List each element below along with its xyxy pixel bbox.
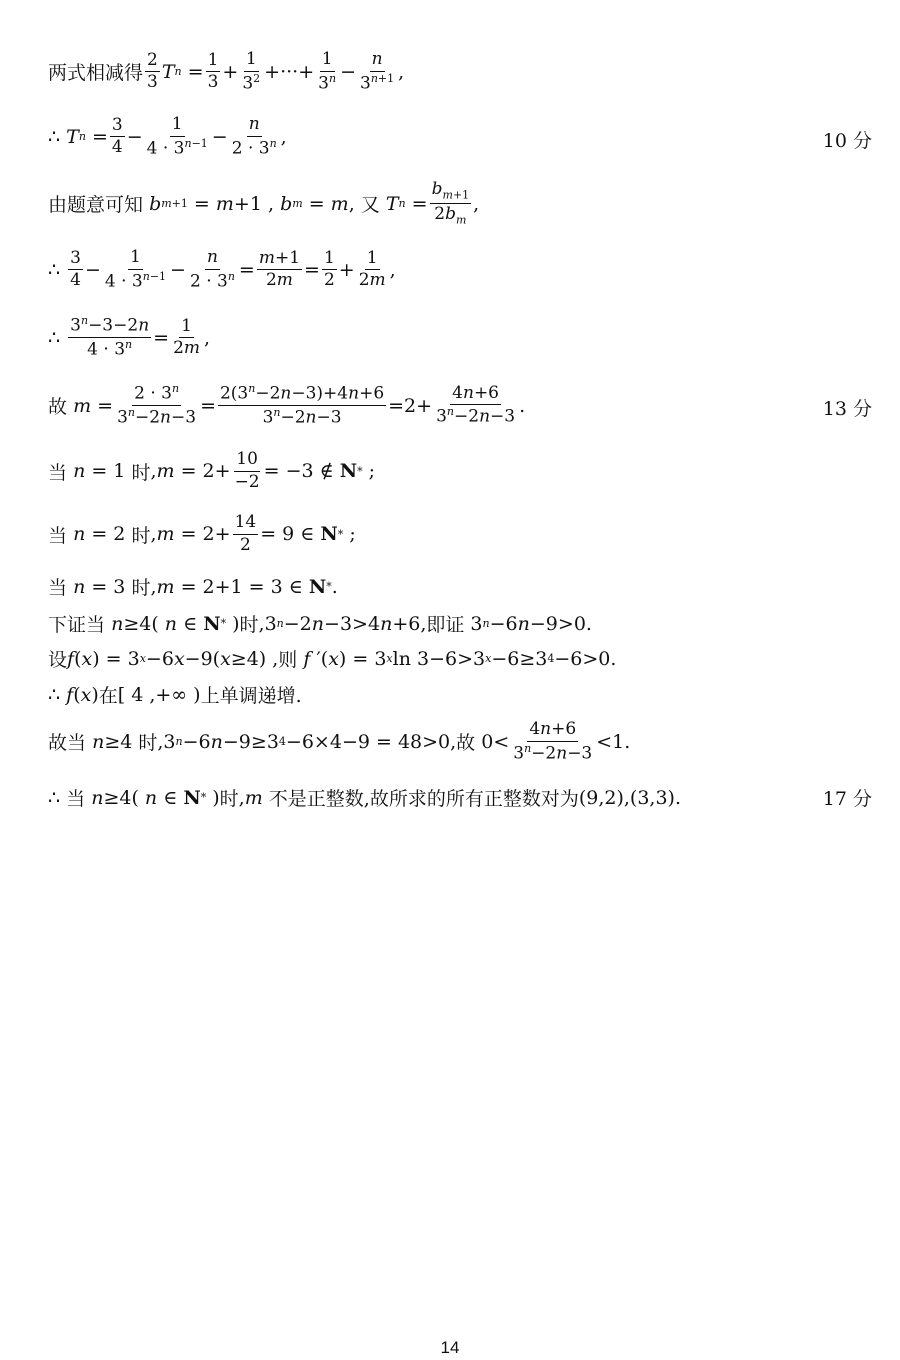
line-case-n3: 当 n = 3 时 , m = 2+1 = 3 ∈ N * . bbox=[48, 573, 872, 600]
page-number: 14 bbox=[440, 1338, 460, 1357]
text-define-a: 设 bbox=[48, 649, 68, 671]
text-define-b: 则 bbox=[278, 649, 298, 671]
frac-1-3n: $\frac{1}{3^n}$ bbox=[318, 49, 337, 94]
text-mono-b: 上单调递增. bbox=[200, 685, 302, 707]
frac-m1-2m: $\frac{m+1}{2m}$ bbox=[258, 247, 301, 291]
text-prove-c: 即证 bbox=[426, 614, 465, 636]
text-concl-a: 当 bbox=[66, 788, 86, 810]
text-bound-c: 故 bbox=[456, 732, 476, 755]
text-when-3: 当 bbox=[48, 577, 68, 599]
line-bound: 故当 n ≥4 时 ,3 n −6 n −9≥3 4 −6×4−9 = 48>0, 故 0< $\frac{4n+6}{3^n-2n-3}$ <1. bbox=[48, 719, 631, 764]
score-17: 17 分 bbox=[822, 788, 872, 810]
text-also: 又 bbox=[360, 194, 380, 217]
line-subtract: 两式相减得 $\frac{2}{3}$ T n = $\frac{1}{3}$ + $\frac{1}{3^2}$ +···+ $\frac{1}{3^n}$ − $\frac{n}{3^{n+1}}$ , bbox=[48, 49, 405, 94]
text-prove-b: 时 bbox=[239, 614, 259, 636]
frac-2-3: $\frac{2}{3}$ bbox=[147, 49, 158, 93]
text-bound-a: 故当 bbox=[48, 732, 87, 755]
text-time-2: 时 bbox=[131, 524, 151, 547]
frac-1-2: $\frac{1}{2}$ bbox=[323, 247, 335, 291]
line-tn-result: ∴ T n = $\frac{3}{4}$ − $\frac{1}{4 \cdot 3^{n-1}}$ − $\frac{n}{2 \cdot 3^n}$ , bbox=[48, 114, 287, 159]
frac-3-4: $\frac{3}{4}$ bbox=[111, 114, 123, 158]
frac-bound: $\frac{4n+6}{3^n-2n-3}$ bbox=[513, 719, 593, 764]
frac-1-2m: $\frac{1}{2m}$ bbox=[358, 247, 386, 291]
line-given: 由题意可知 b m+1 = m +1 , b m = m , 又 T n = $\frac{b_{m+1}}{2b_m}$ , bbox=[48, 179, 480, 227]
line-m-expression: 故 m = $\frac{2 \cdot 3^n}{3^n-2n-3}$ = $\frac{2(3^n-2n-3)+4n+6}{3^n-2n-3}$ =2+ $\frac{4n+6}{3^n-2n-3}$ . bbox=[48, 382, 526, 428]
text-given-label: 由题意可知 bbox=[48, 194, 144, 217]
text-answer: (9,2),(3,3). bbox=[578, 786, 682, 809]
frac-n-2-3n: $\frac{n}{2 \cdot 3^n}$ bbox=[231, 114, 277, 159]
frac-simplified: $\frac{3^n-3-2n}{4 \cdot 3^n}$ bbox=[70, 314, 150, 360]
frac-3-4b: $\frac{3}{4}$ bbox=[70, 247, 81, 291]
line-equation: ∴ $\frac{3}{4}$ − $\frac{1}{4 \cdot 3^{n-1}}$ − $\frac{n}{2 \cdot 3^n}$ = $\frac{m+1}{2m}$ = $\frac{1}{2}$ + $\frac{1}{2m}$ , bbox=[48, 247, 396, 292]
score-10: 10 分 bbox=[822, 130, 872, 152]
line-case-n1: 当 n = 1 时 , m = 2+ $\frac{10}{-2}$ = −3 ∉ N * ; bbox=[48, 449, 376, 492]
text-prove-a: 下证当 bbox=[48, 614, 106, 636]
text-time-1: 时 bbox=[131, 461, 151, 484]
text-mono-a: 在 bbox=[98, 685, 118, 707]
text-subtract-label: 两式相减得 bbox=[48, 62, 144, 85]
text-therefore: 故 bbox=[48, 396, 68, 419]
text-time-3: 时 bbox=[131, 577, 151, 599]
line-conclusion: ∴ 当 n ≥4( n ∈ N * ) 时 , m 不是正整数,故所求的所有正整数对为 (9,2),(3,3). bbox=[48, 784, 872, 811]
text-when-1: 当 bbox=[48, 461, 68, 484]
frac-m-b: $\frac{2(3^n-2n-3)+4n+6}{3^n-2n-3}$ bbox=[219, 382, 385, 428]
frac-1-4-3n1: $\frac{1}{4 \cdot 3^{n-1}}$ bbox=[146, 114, 208, 159]
text-concl-c: 不是正整数,故所求的所有正整数对为 bbox=[268, 788, 579, 810]
text-bound-b: 时 bbox=[138, 732, 158, 755]
line-define-f: 设 f ( x ) = 3 x −6 x −9( x ≥4) , 则 f ′( x ) = 3 x ln 3−6>3 x −6≥3 4 −6>0. bbox=[48, 645, 872, 672]
frac-m-c: $\frac{4n+6}{3^n-2n-3}$ bbox=[436, 382, 516, 428]
score-13: 13 分 bbox=[822, 398, 872, 420]
frac-1-2m-b: $\frac{1}{2m}$ bbox=[173, 315, 201, 359]
frac-bm1-2bm: $\frac{b_{m+1}}{2b_m}$ bbox=[431, 179, 470, 227]
frac-n-2-3nb: $\frac{n}{2 \cdot 3^n}$ bbox=[189, 247, 235, 292]
line-case-n2: 当 n = 2 时 , m = 2+ $\frac{14}{2}$ = 9 ∈ N * ; bbox=[48, 512, 356, 555]
frac-1-4-3n1b: $\frac{1}{4 \cdot 3^{n-1}}$ bbox=[104, 247, 167, 292]
frac-14-2: $\frac{14}{2}$ bbox=[234, 512, 257, 555]
frac-1-3sq: $\frac{1}{3^2}$ bbox=[242, 49, 261, 94]
line-monotonic: ∴ f ( x ) 在 [ 4 ,+∞ ) 上单调递增. bbox=[48, 681, 872, 708]
frac-n-3n1: $\frac{n}{3^{n+1}}$ bbox=[359, 49, 395, 94]
line-simplified: ∴ $\frac{3^n-3-2n}{4 \cdot 3^n}$ = $\frac{1}{2m}$ , bbox=[48, 314, 211, 360]
frac-m-a: $\frac{2 \cdot 3^n}{3^n-2n-3}$ bbox=[117, 382, 197, 428]
line-prove: 下证当 n ≥4( n ∈ N * ) 时 ,3 n −2 n −3>4 n +6, 即证 3 n −6 n −9>0. bbox=[48, 610, 872, 637]
frac-10-neg2: $\frac{10}{-2}$ bbox=[234, 449, 260, 492]
text-concl-b: 时 bbox=[219, 788, 239, 810]
text-when-2: 当 bbox=[48, 524, 68, 547]
frac-1-3: $\frac{1}{3}$ bbox=[207, 49, 219, 93]
